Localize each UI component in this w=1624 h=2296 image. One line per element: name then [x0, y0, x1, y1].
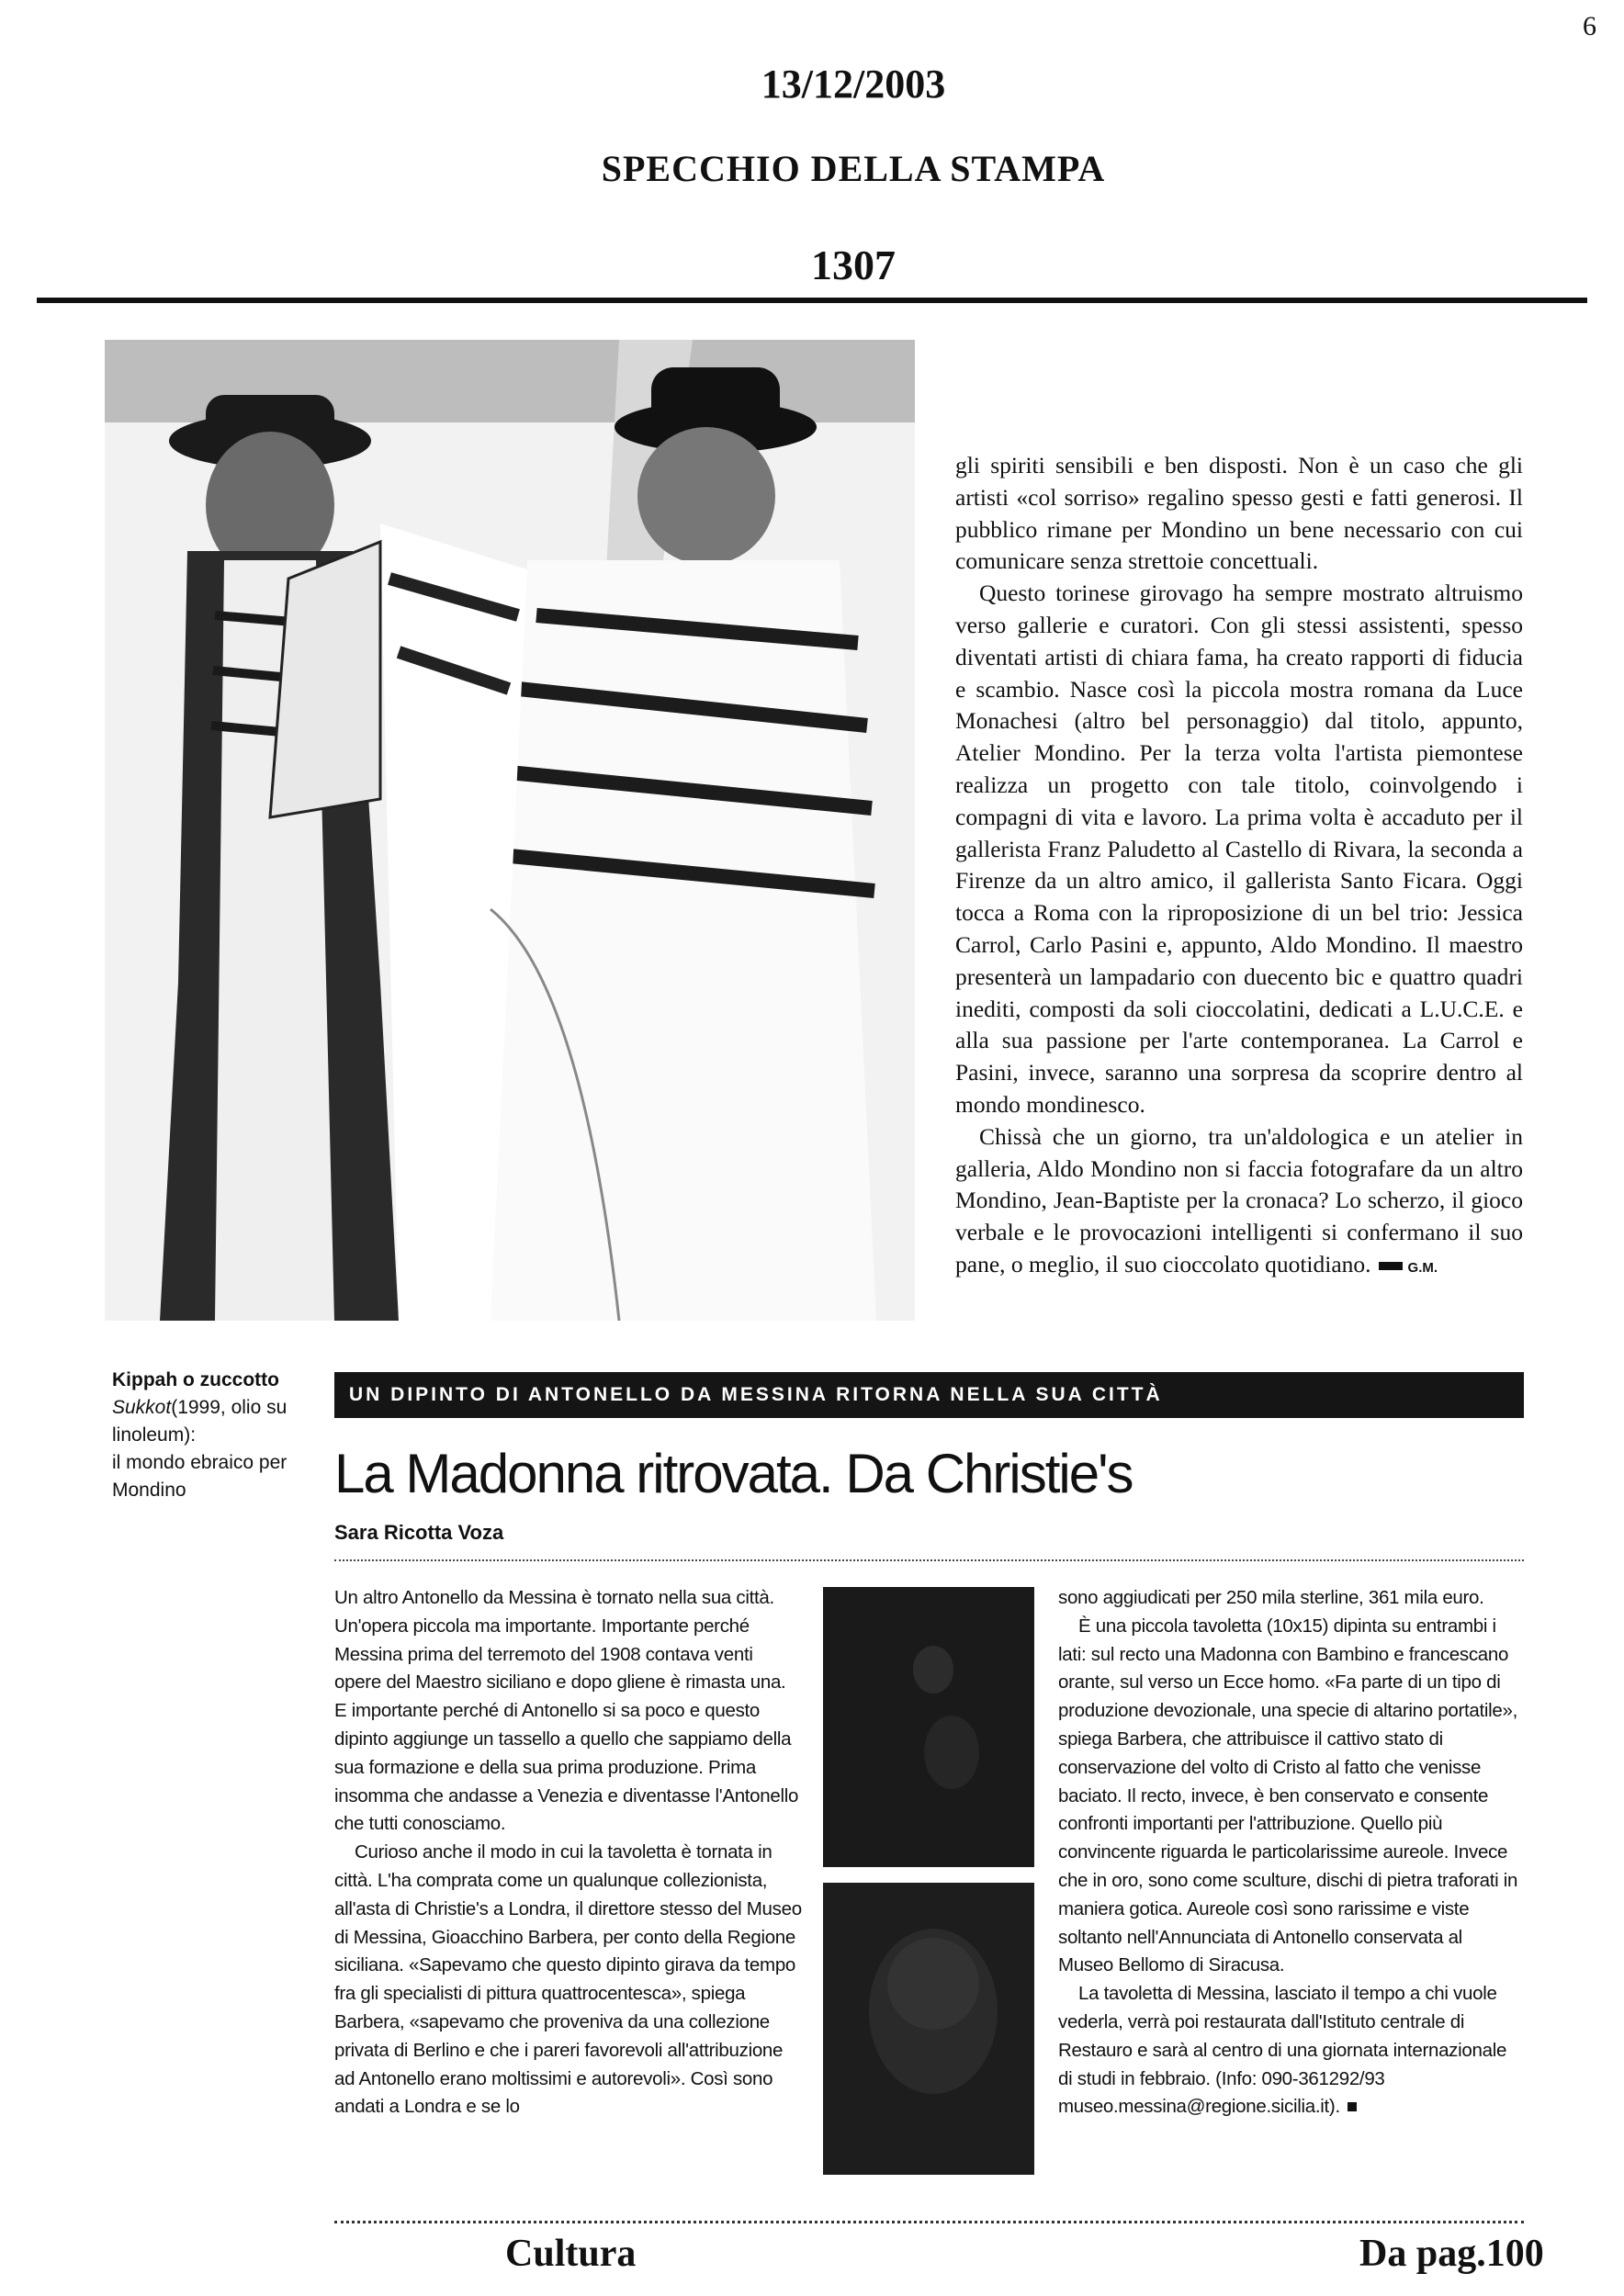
byline-divider: [334, 1559, 1524, 1561]
painting-recto-image: [823, 1587, 1034, 1867]
article-byline: Sara Ricotta Voza: [334, 1521, 504, 1544]
artwork-illustration: [105, 340, 915, 1321]
sidebar-paragraph: gli spiriti sensibili e ben disposti. Non è un caso che gli artisti «col sorriso» regalino spesso gesti e fatti generosi. Il pubblico rimane per Mondino un bene necessario con cui comunicare senza strettoie concettuali.: [955, 452, 1523, 575]
article-paragraph-text: La tavoletta di Messina, lasciato il tempo a chi vuole vederla, verrà poi restaurata dall'Istituto centrale di Restauro e sarà al centro di una giornata internazionale di studi in febbraio. (Info: 090-361292/93 museo.messina@regione.sicilia.it).: [1058, 1983, 1507, 2118]
author-signature: G.M.: [1407, 1259, 1438, 1276]
article-column-2: [1058, 1584, 1522, 2122]
sidebar-paragraph-last: [955, 1121, 1523, 1285]
article-paragraph: Curioso anche il modo in cui la tavoletta è tornata in città. L'ha comprata come un qualunque collezionista, all'asta di Christie's a Londra, il direttore stesso del Museo di Messina, Gioacchino Barbera, per conto della Regione siciliana. «Sapevamo che questo dipinto girava da tempo fra gli specialisti di pittura quattrocentesca», spiega Barbera, «sapevamo che proveniva da una collezione privata di Berlino e che i pareri favorevoli all'attribuzione ad Antonello erano moltissimi e autorevoli». Così sono andati a Londra e se lo: [334, 1841, 802, 2118]
sidebar-paragraph: Questo torinese girovago ha sempre mostrato altruismo verso gallerie e curatori. Con gli stessi assistenti, spesso diventati artisti di chiara fama, ha creato rapporti di fiducia e scambio. Nasce così la piccola mostra romana da Luce Monachesi (altro bel personaggio) dal titolo, appunto, Atelier Mondino. Per la terza volta l'artista piemontese realizza un progetto con tale titolo, coinvolgendo i compagni di vita e lavoro. La prima volta è accaduto per il gallerista Franz Paludetto al Castello di Rivara, la seconda a Firenze da un altro amico, il gallerista Santo Ficara. Oggi tocca a Roma con la riproposizione di un bel trio: Jessica Carrol, Carlo Pasini e, appunto, Aldo Mondino. Il maestro presenterà un lampadario con duecento bic e quattro quadri inediti, composti da soli cioccolatini, dedicati a L.U.C.E. e alla sua passione per l'arte contemporanea. La Carrol e Pasini, invece, saranno una sorpresa da scoprire dentro al mondo mondinesco.: [955, 580, 1523, 1118]
end-mark: [1348, 2102, 1357, 2111]
article-paragraph-last: [1058, 1980, 1522, 2122]
sidebar-article: [955, 450, 1523, 1285]
artwork-photo: [105, 340, 915, 1321]
caption-text: il mondo ebraico per Mondino: [112, 1452, 288, 1501]
article-column-1: [334, 1584, 803, 2122]
article-headline: La Madonna ritrovata. Da Christie's: [334, 1443, 1133, 1504]
footer-section: Cultura: [505, 2233, 637, 2275]
painting-recto-illustration: [823, 1587, 1034, 1867]
clipping-code: 1307: [811, 242, 896, 288]
caption-work-line: [112, 1394, 296, 1449]
painting-verso-image: [823, 1883, 1034, 2175]
clipping-source: SPECCHIO DELLA STAMPA: [601, 148, 1106, 189]
footer-continued: Da pag.100: [1359, 2233, 1544, 2275]
caption-title: Kippah o zuccotto: [112, 1369, 279, 1390]
footer-divider: [334, 2221, 1524, 2223]
caption-details: (1999, olio su linoleum):: [112, 1397, 288, 1446]
photo-caption: [112, 1367, 296, 1504]
article-kicker: UN DIPINTO DI ANTONELLO DA MESSINA RITORNA NELLA SUA CITTÀ: [334, 1372, 1524, 1418]
painting-verso-illustration: [823, 1883, 1034, 2175]
article-paragraph: sono aggiudicati per 250 mila sterline, 361 mila euro.: [1058, 1587, 1484, 1608]
caption-work: Sukkot: [112, 1397, 172, 1418]
clipping-date: 13/12/2003: [761, 62, 946, 107]
article-paragraph: È una piccola tavoletta (10x15) dipinta su entrambi i lati: sul recto una Madonna con Bambino e francescano orante, sul verso un Ecce homo. «Fa parte di un tipo di produzione devozionale, una specie di altarino portatile», spiega Barbera, che attribuisce il cattivo stato di conservazione del volto di Cristo al fatto che venisse baciato. Il recto, invece, è ben conservato e consente confronti importanti per l'attribuzione. Quello più convincente riguarda le particolarissime aureole. Invece che in oro, sono come sculture, dischi di pietra traforati in maniera gotica. Aureole così sono rarissime e viste soltanto nell'Annunciata di Antonello conservata al Museo Bellomo di Siracusa.: [1058, 1615, 1518, 1976]
end-mark: [1379, 1262, 1403, 1270]
article-paragraph: Un altro Antonello da Messina è tornato nella sua città. Un'opera piccola ma importante. Importante perché Messina prima del terremoto del 1908 contava venti opere del Maestro siciliano e dopo gliene è rimasta una. E importante perché di Antonello si sa poco e questo dipinto aggiunge un tassello a quello che sappiamo della sua formazione e della sua prima produzione. Prima insomma che andasse a Venezia e diventasse l'Antonello che tutti conosciamo.: [334, 1587, 799, 1835]
page-number: 6: [1583, 11, 1596, 41]
sidebar-paragraph-text: Chissà che un giorno, tra un'aldologica e un atelier in galleria, Aldo Mondino non si faccia fotografare da un altro Mondino, Jean-Baptiste per la cronaca? Lo scherzo, il gioco verbale e le provocazioni intelligenti si confermano il suo pane, o meglio, il suo cioccolato quotidiano.: [955, 1122, 1523, 1277]
header-rule: [37, 298, 1587, 303]
